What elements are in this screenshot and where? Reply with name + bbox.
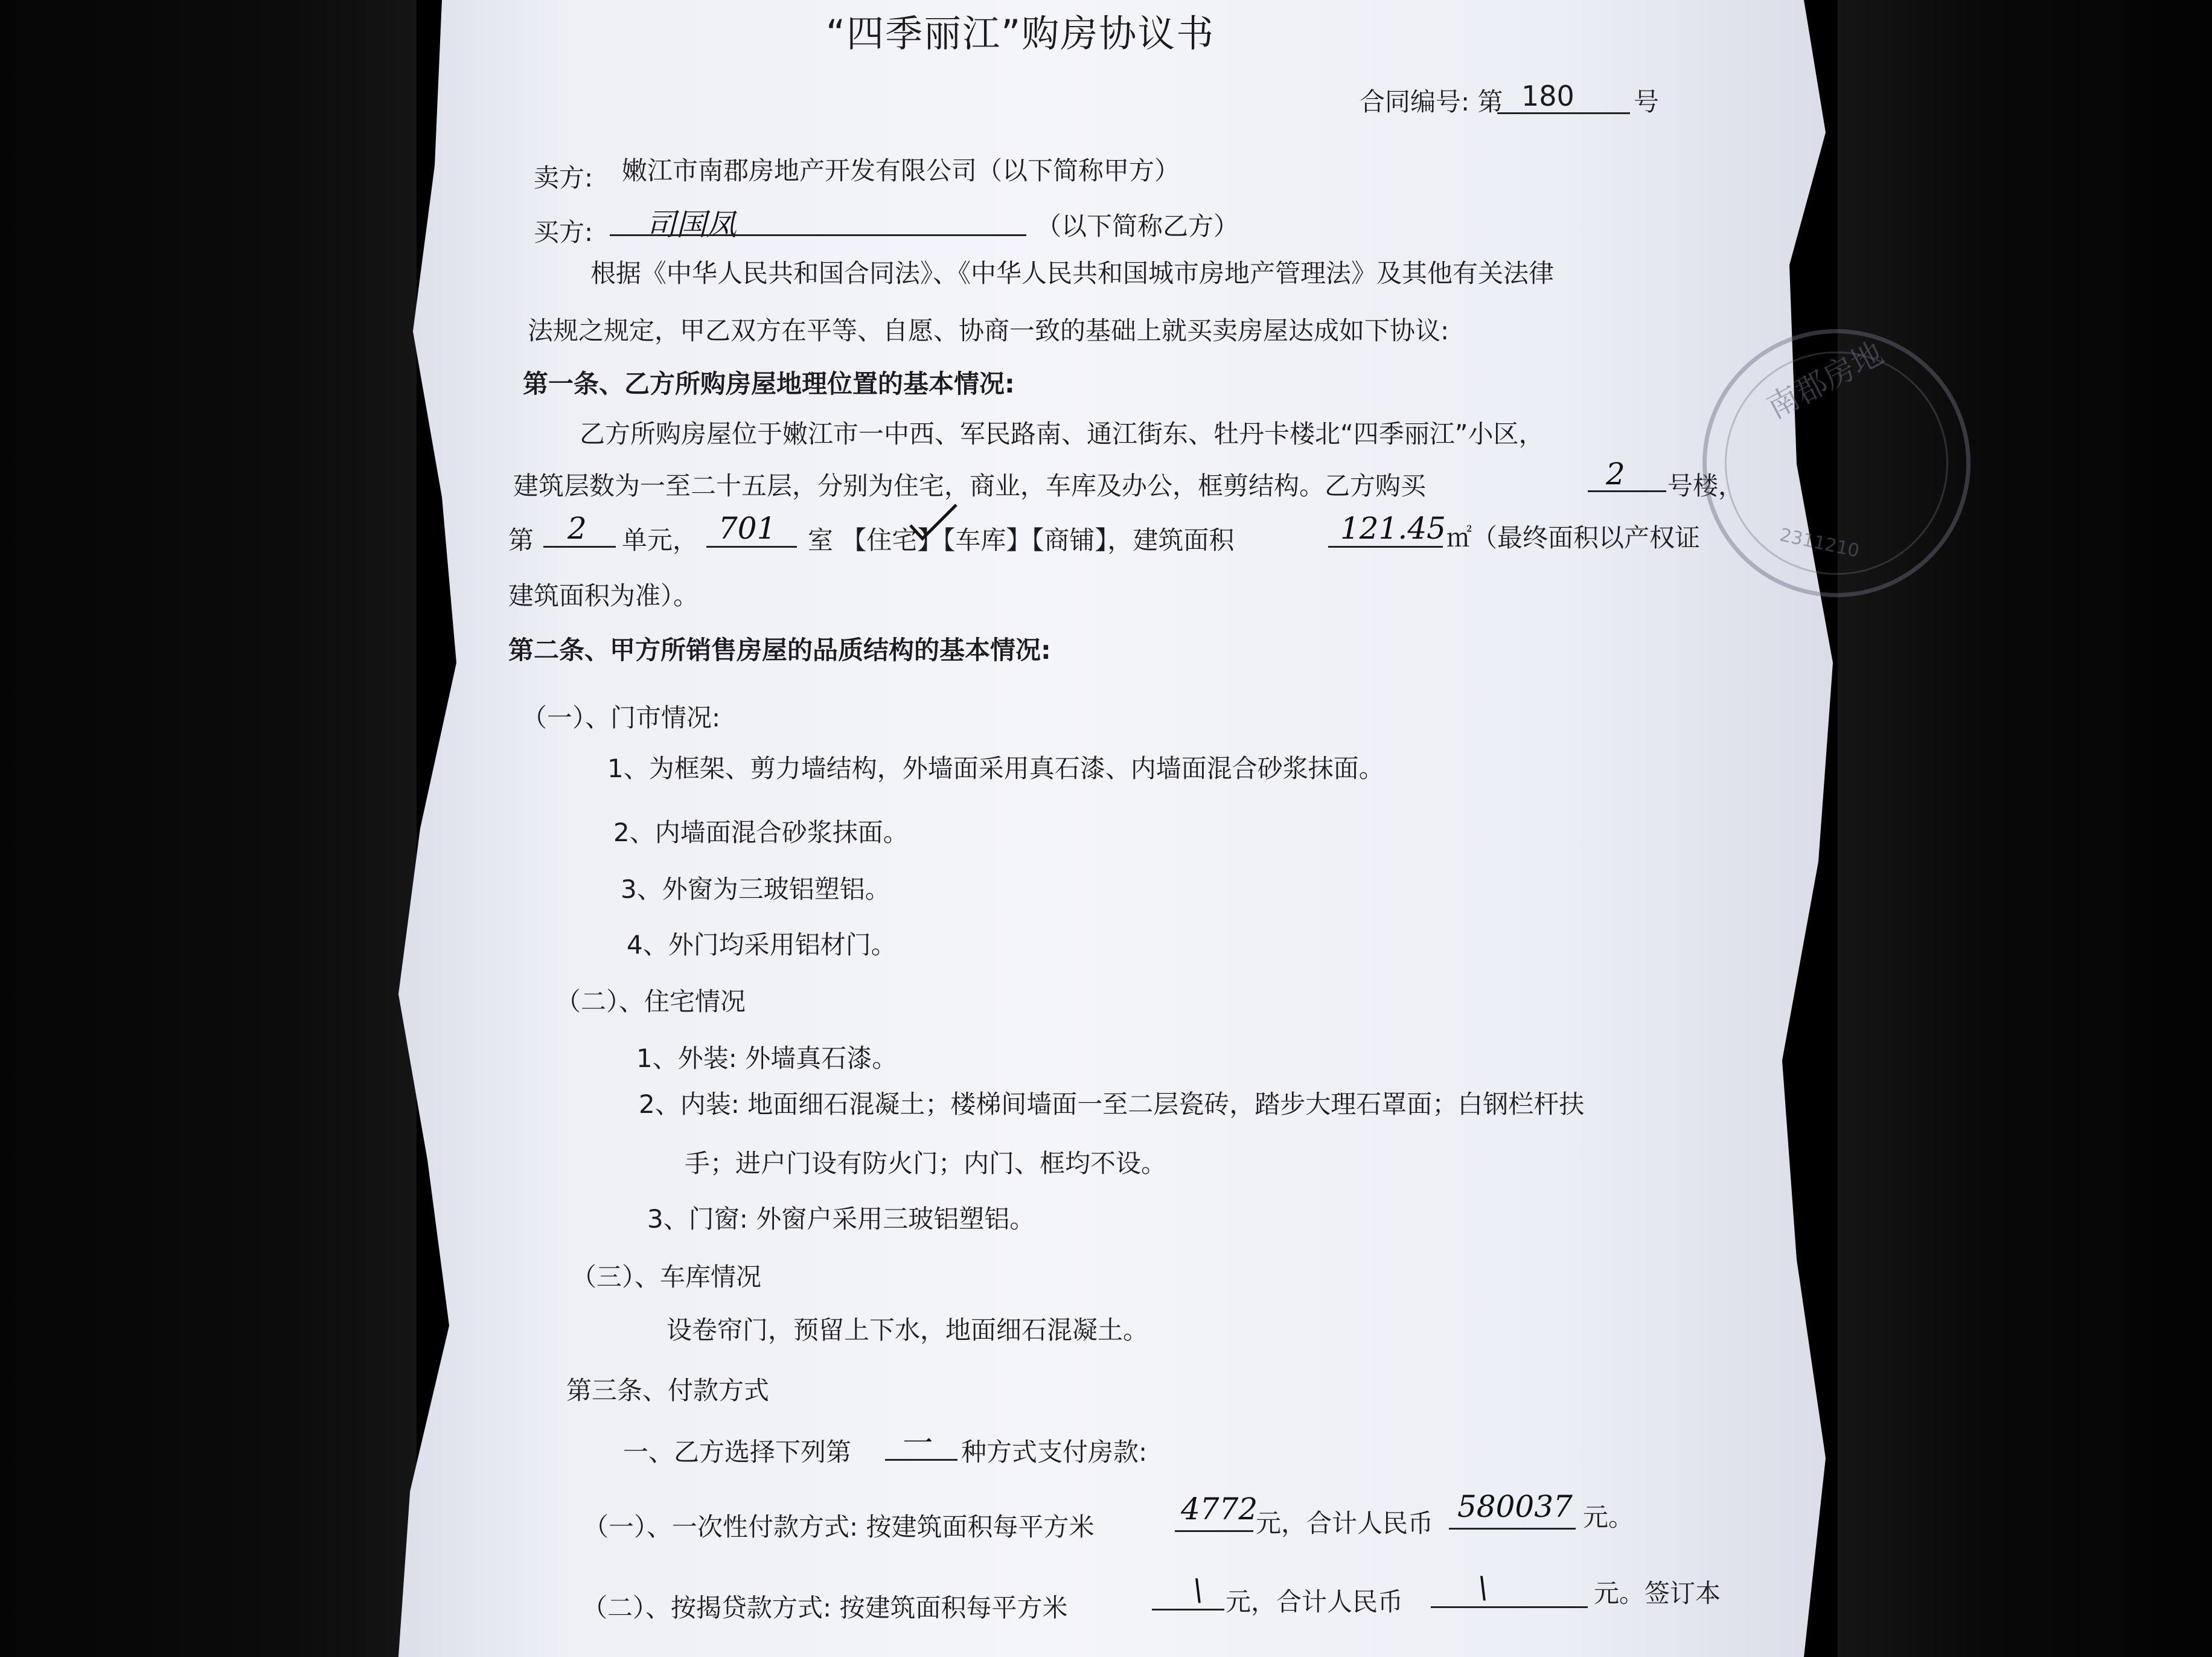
building-number: 2 (1606, 457, 1625, 492)
contract-number: 180 (1521, 80, 1574, 112)
total-price-underline (1449, 1528, 1576, 1530)
article-1-line-2: 建筑层数为一至二十五层，分别为住宅，商业，车库及办公，框剪结构。乙方购买 (513, 471, 1427, 501)
payment-option-1-suffix: 元。 (1583, 1502, 1634, 1532)
room-underline (706, 546, 797, 548)
contract-number-suffix: 号 (1634, 87, 1660, 117)
loan-total-price: \ (1478, 1570, 1488, 1605)
article-2-title: 第二条、甲方所销售房屋的品质结构的基本情况: (508, 635, 1051, 665)
total-price: 580037 (1457, 1489, 1573, 1524)
article-3-title: 第三条、付款方式 (566, 1376, 770, 1405)
unit-price: 4772 (1181, 1492, 1258, 1527)
building-underline (1588, 490, 1666, 492)
section-2-item-2-line-1: 2、内装: 地面细石混凝土；楼梯间墙面一至二层瓷砖，踏步大理石罩面；白钢栏杆扶 (639, 1089, 1585, 1119)
contract-number-underline (1497, 112, 1630, 114)
article-1-room-type: 室 【住宅】【车库】【商铺】，建筑面积 (808, 525, 1235, 555)
buyer-label: 买方: (534, 217, 593, 247)
area-underline (1328, 546, 1443, 548)
buyer-name: 司国凤 (646, 207, 737, 242)
section-1-item-4: 4、外门均采用铝材门。 (627, 930, 897, 960)
loan-unit-price: \ (1193, 1572, 1203, 1607)
article-1-building-suffix: 号楼， (1667, 471, 1744, 501)
section-1-item-3: 3、外窗为三玻铝塑铝。 (621, 874, 890, 904)
section-2-item-3: 3、门窗: 外窗户采用三玻铝塑铝。 (647, 1204, 1035, 1234)
section-3-item-1: 设卷帘门，预留上下水，地面细石混凝土。 (666, 1315, 1149, 1345)
article-1-title: 第一条、乙方所购房屋地理位置的基本情况: (523, 369, 1015, 399)
buyer-underline (610, 234, 1026, 236)
building-area: 121.45 (1340, 511, 1446, 546)
section-1-title: （一）、门市情况: (522, 703, 721, 732)
section-1-item-2: 2、内墙面混合砂浆抹面。 (613, 818, 909, 847)
intro-line-1: 根据《中华人民共和国合同法》、《中华人民共和国城市房地产管理法》及其他有关法律 (590, 258, 1555, 288)
company-seal-stamp: 南郡房地 2311210 (1702, 329, 1971, 597)
payment-choice-prefix: 一、乙方选择下列第 (623, 1437, 852, 1467)
article-1-line-1: 乙方所购房屋位于嫩江市一中西、军民路南、通江街东、牡丹卡楼北“四季丽江”小区， (580, 419, 1544, 449)
payment-option-1-prefix: （一）、一次性付款方式: 按建筑面积每平方米 (583, 1512, 1095, 1542)
payment-choice-underline (885, 1459, 957, 1461)
unit-price-underline (1175, 1530, 1253, 1532)
section-1-item-1: 1、为框架、剪力墙结构，外墙面采用真石漆、内墙面混合砂浆抹面。 (607, 754, 1384, 783)
document-title: “四季丽江”购房协议书 (826, 11, 1215, 56)
loan-unit-price-underline (1152, 1609, 1224, 1611)
unit-number: 2 (567, 511, 587, 546)
section-3-title: （三）、车库情况 (571, 1262, 762, 1292)
unit-underline (543, 546, 616, 548)
payment-option-2-middle: 元，合计人民币 (1226, 1587, 1404, 1617)
payment-option-1-middle: 元，合计人民币 (1256, 1508, 1434, 1538)
buyer-suffix: （以下简称乙方） (1036, 211, 1239, 241)
section-2-item-2-line-2: 手；进户门设有防火门；内门、框均不设。 (685, 1149, 1167, 1178)
article-1-area-suffix: ㎡（最终面积以产权证 (1446, 523, 1701, 553)
article-1-line-4: 建筑面积为准）。 (508, 581, 699, 611)
payment-option-2-prefix: （二）、按揭贷款方式: 按建筑面积每平方米 (582, 1593, 1068, 1623)
seller-label: 卖方: (534, 163, 593, 193)
background-right (1838, 0, 2212, 1657)
checkmark-icon (906, 501, 960, 543)
background-left (0, 0, 417, 1657)
article-1-unit-prefix: 第 (508, 525, 534, 555)
intro-line-2: 法规之规定，甲乙双方在平等、自愿、协商一致的基础上就买卖房屋达成如下协议: (528, 316, 1450, 345)
seller-name: 嫩江市南郡房地产开发有限公司（以下简称甲方） (622, 156, 1180, 185)
loan-total-underline (1431, 1606, 1588, 1608)
section-2-item-1: 1、外装: 外墙真石漆。 (636, 1043, 898, 1073)
article-1-unit-suffix: 单元， (622, 525, 698, 555)
payment-choice-suffix: 种方式支付房款: (961, 1437, 1148, 1467)
contract-number-label: 合同编号: 第 (1360, 87, 1503, 117)
payment-option-2-suffix: 元。签订本 (1594, 1578, 1721, 1608)
room-number: 701 (718, 511, 776, 546)
payment-choice: 一 (900, 1426, 930, 1461)
section-2-title: （二）、住宅情况 (555, 987, 746, 1016)
